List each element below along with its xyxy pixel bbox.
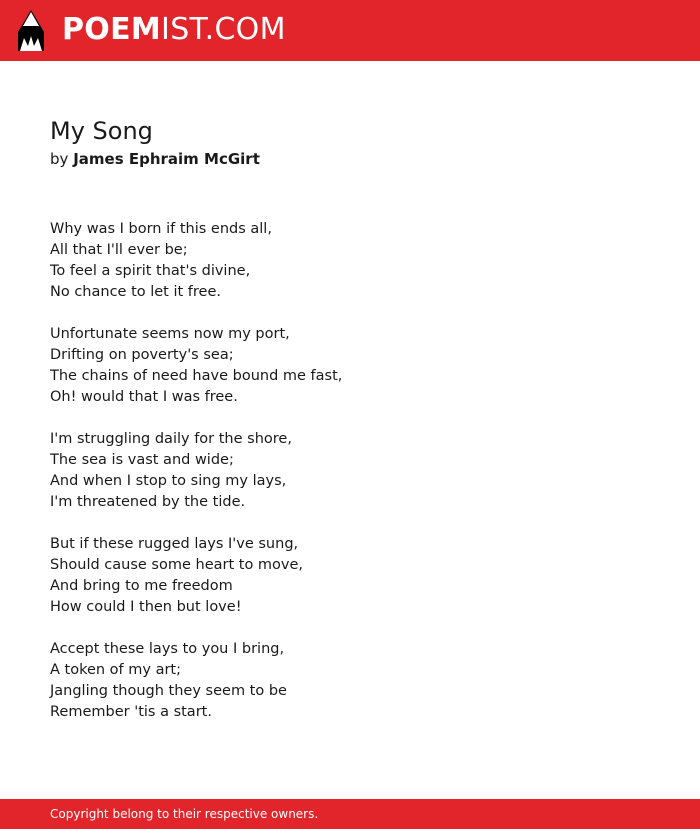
poem-line: And when I stop to sing my lays,	[50, 473, 287, 489]
copyright-notice: Copyright belong to their respective owners.	[50, 807, 319, 821]
stanza	[50, 534, 650, 618]
logo-text-light: IST.COM	[161, 12, 286, 47]
poem-line: No chance to let it free.	[50, 284, 221, 300]
poem-line: Accept these lays to you I bring,	[50, 641, 285, 657]
site-header	[0, 0, 700, 61]
poem-line: I'm struggling daily for the shore,	[50, 431, 292, 447]
poem-byline	[50, 148, 650, 170]
poem-line: The chains of need have bound me fast,	[50, 368, 343, 384]
poem-line: A token of my art;	[50, 662, 182, 678]
pencil-logo-icon	[18, 10, 44, 51]
poem-title: My Song	[50, 117, 153, 145]
poem-line: The sea is vast and wide;	[50, 452, 234, 468]
poem-line: Jangling though they seem to be	[50, 683, 287, 699]
poem-line: I'm threatened by the tide.	[50, 494, 246, 510]
logo-text-bold: POEM	[62, 12, 162, 47]
stanza	[50, 324, 650, 408]
poem-line: Why was I born if this ends all,	[50, 221, 272, 237]
poem-line: And bring to me freedom	[50, 578, 233, 594]
poem-line: Oh! would that I was free.	[50, 389, 238, 405]
poem-heading	[50, 116, 650, 170]
site-footer	[0, 799, 700, 829]
stanza	[50, 429, 650, 513]
poem-line: Drifting on poverty's sea;	[50, 347, 234, 363]
poem-line: Should cause some heart to move,	[50, 557, 304, 573]
poem-line: All that I'll ever be;	[50, 242, 188, 258]
stanza	[50, 219, 650, 303]
stanza	[50, 639, 650, 723]
poem-line: Remember 'tis a start.	[50, 704, 212, 720]
poem-line: To feel a spirit that's divine,	[50, 263, 251, 279]
site-logo[interactable]	[62, 12, 286, 48]
poem-line: But if these rugged lays I've sung,	[50, 536, 299, 552]
poem-body	[50, 219, 650, 744]
poem-author: James Ephraim McGirt	[73, 150, 260, 168]
poem-line: Unfortunate seems now my port,	[50, 326, 290, 342]
byline-prefix: by	[50, 150, 69, 168]
poem-line: How could I then but love!	[50, 599, 242, 615]
